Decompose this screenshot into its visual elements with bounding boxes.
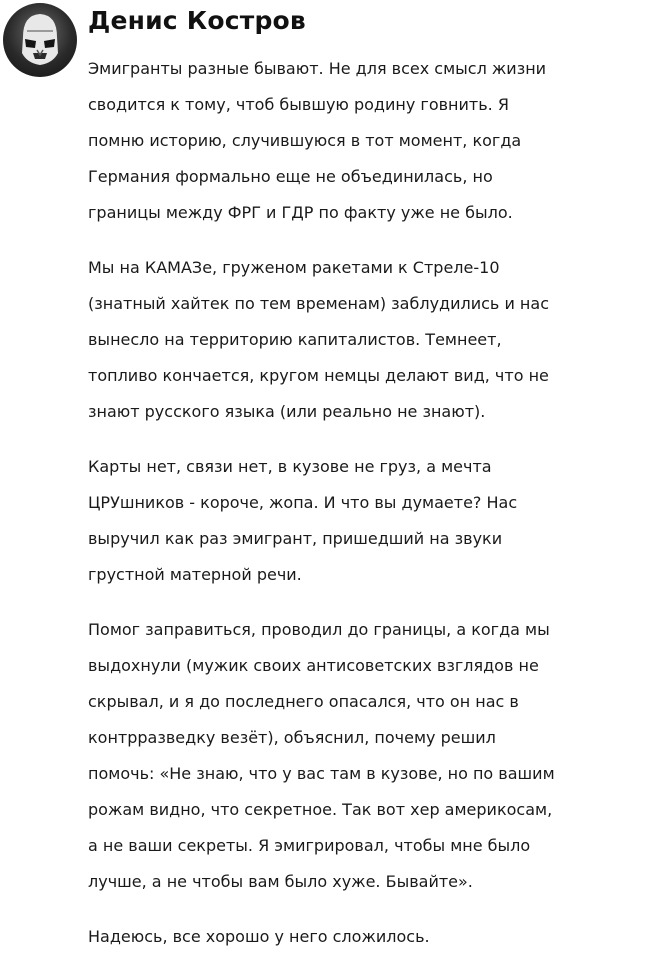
post-body xyxy=(88,51,636,974)
paragraph xyxy=(88,449,636,593)
avatar[interactable] xyxy=(3,3,77,77)
text-line: топливо кончается, кругом немцы делают вид, что не xyxy=(88,366,549,385)
text-line: Мы на КАМАЗе, груженом ракетами к Стреле-10 xyxy=(88,258,500,277)
text-line: знают русского языка (или реально не знают). xyxy=(88,402,486,421)
paragraph xyxy=(88,612,636,900)
text-line: контрразведку везёт), объяснил, почему решил xyxy=(88,728,496,747)
paragraph xyxy=(88,919,636,955)
text-line: вынесло на территорию капиталистов. Темнеет, xyxy=(88,330,502,349)
paragraph xyxy=(88,51,636,231)
text-line: выдохнули (мужик своих антисоветских взглядов не xyxy=(88,656,539,675)
stormtrooper-avatar-icon xyxy=(3,3,77,77)
text-line: сводится к тому, чтоб бывшую родину говнить. Я xyxy=(88,95,509,114)
text-line: грустной матерной речи. xyxy=(88,565,302,584)
text-line: ЦРУшников - короче, жопа. И что вы думаете? Нас xyxy=(88,493,518,512)
text-line: Надеюсь, все хорошо у него сложилось. xyxy=(88,927,430,946)
text-line: (знатный хайтек по тем временам) заблудились и нас xyxy=(88,294,549,313)
author-name[interactable]: Денис Костров xyxy=(88,6,306,35)
text-line: помочь: «Не знаю, что у вас там в кузове, но по вашим xyxy=(88,764,555,783)
text-line: а не ваши секреты. Я эмигрировал, чтобы мне было xyxy=(88,836,531,855)
paragraph xyxy=(88,250,636,430)
text-line: скрывал, и я до последнего опасался, что он нас в xyxy=(88,692,519,711)
text-line: Эмигранты разные бывают. Не для всех смысл жизни xyxy=(88,59,547,78)
text-line: лучше, а не чтобы вам было хуже. Бывайте». xyxy=(88,872,473,891)
text-line: Карты нет, связи нет, в кузове не груз, а мечта xyxy=(88,457,492,476)
text-line: помню историю, случившуюся в тот момент, когда xyxy=(88,131,522,150)
text-line: границы между ФРГ и ГДР по факту уже не было. xyxy=(88,203,513,222)
text-line: Германия формально еще не объединилась, но xyxy=(88,167,493,186)
text-line: Помог заправиться, проводил до границы, а когда мы xyxy=(88,620,550,639)
text-line: рожам видно, что секретное. Так вот хер америкосам, xyxy=(88,800,553,819)
text-line: выручил как раз эмигрант, пришедший на звуки xyxy=(88,529,503,548)
